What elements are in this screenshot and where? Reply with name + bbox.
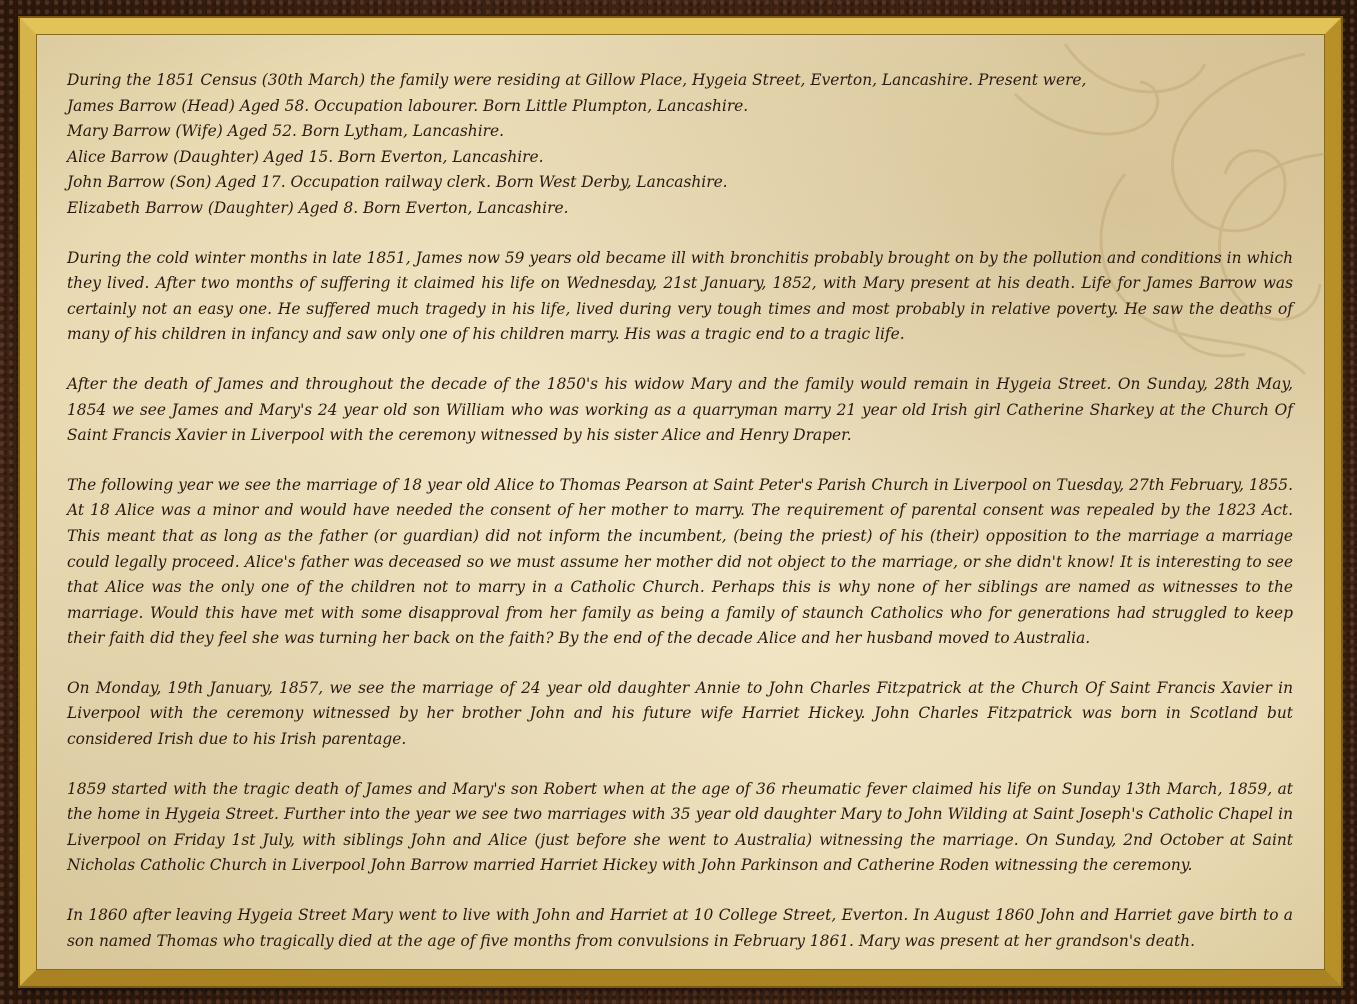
paragraph-1860-events: In 1860 after leaving Hygeia Street Mary went to live with John and Harriet at 10 College Street, Everton. In August 1860 John and Harriet gave birth to a son named Thomas who tragically died at the age of five months from convulsions in February 1861. Mary was present at her grandson's death. (67, 906, 1293, 950)
paragraph-william-marriage: After the death of James and throughout the decade of the 1850's his widow Mary and the family would remain in Hygeia Street. On Sunday, 28th May, 1854 we see James and Mary's 24 year old son William who was working as a quarryman marry 21 year old Irish girl Catherine Sharkey at the Church Of Saint Francis Xavier in Liverpool with the ceremony witnessed by his sister Alice and Henry Draper. (67, 374, 1293, 445)
census-member: Elizabeth Barrow (Daughter) Aged 8. Born Everton, Lancashire. (67, 198, 569, 217)
census-member: Alice Barrow (Daughter) Aged 15. Born Everton, Lancashire. (67, 147, 544, 166)
census-paragraph (67, 68, 1293, 222)
parchment-frame (20, 18, 1341, 986)
document-body (67, 68, 1293, 978)
census-member: Mary Barrow (Wife) Aged 52. Born Lytham, Lancashire. (67, 122, 505, 141)
census-member: John Barrow (Son) Aged 17. Occupation railway clerk. Born West Derby, Lancashire. (67, 173, 728, 192)
paragraph-annie-marriage: On Monday, 19th January, 1857, we see the marriage of 24 year old daughter Annie to John Charles Fitzpatrick at the Church Of Saint Francis Xavier in Liverpool with the ceremony witnessed by her brother John and his future wife Harriet Hickey. John Charles Fitzpatrick was born in Scotland but considered Irish due to his Irish parentage. (67, 678, 1293, 749)
census-intro: During the 1851 Census (30th March) the family were residing at Gillow Place, Hygeia Street, Everton, Lancashire. Present were, (67, 71, 1087, 89)
census-member: James Barrow (Head) Aged 58. Occupation labourer. Born Little Plumpton, Lancashire. (67, 96, 749, 115)
paragraph-alice-marriage: The following year we see the marriage of 18 year old Alice to Thomas Pearson at Saint Peter's Parish Church in Liverpool on Tuesday, 27th February, 1855. At 18 Alice was a minor and would have needed the consent of her mother to marry. The requirement of parental consent was repealed by the 1823 Act. This meant that as long as the father (or guardian) did not inform the incumbent, (being the priest) of his (their) opposition to the marriage a marriage could legally proceed. Alice's father was deceased so we must assume her mother did not object to the marriage, or she didn't know! It is interesting to see that Alice was the only one of the children not to marry in a Catholic Church. Perhaps this is why none of her siblings are named as witnesses to the marriage. Would this have met with some disapproval from her family as being a family of staunch Catholics who for generations had struggled to keep their faith did they feel she was turning her back on the faith? By the end of the decade Alice and her husband moved to Australia. (67, 475, 1293, 648)
paragraph-1859-events: 1859 started with the tragic death of James and Mary's son Robert when at the age of 36 rheumatic fever claimed his life on Sunday 13th March, 1859, at the home in Hygeia Street. Further into the year we see two marriages with 35 year old daughter Mary to John Wilding at Saint Joseph's Catholic Chapel in Liverpool on Friday 1st July, with siblings John and Alice (just before she went to Australia) witnessing the marriage. On Sunday, 2nd October at Saint Nicholas Catholic Church in Liverpool John Barrow married Harriet Hickey with John Parkinson and Catherine Roden witnessing the ceremony. (67, 779, 1293, 875)
paragraph-james-death: During the cold winter months in late 1851, James now 59 years old became ill with bronchitis probably brought on by the pollution and conditions in which they lived. After two months of suffering it claimed his life on Wednesday, 21st January, 1852, with Mary present at his death. Life for James Barrow was certainly not an easy one. He suffered much tragedy in his life, lived during very tough times and most probably in relative poverty. He saw the deaths of many of his children in infancy and saw only one of his children marry. His was a tragic end to a tragic life. (67, 248, 1293, 344)
